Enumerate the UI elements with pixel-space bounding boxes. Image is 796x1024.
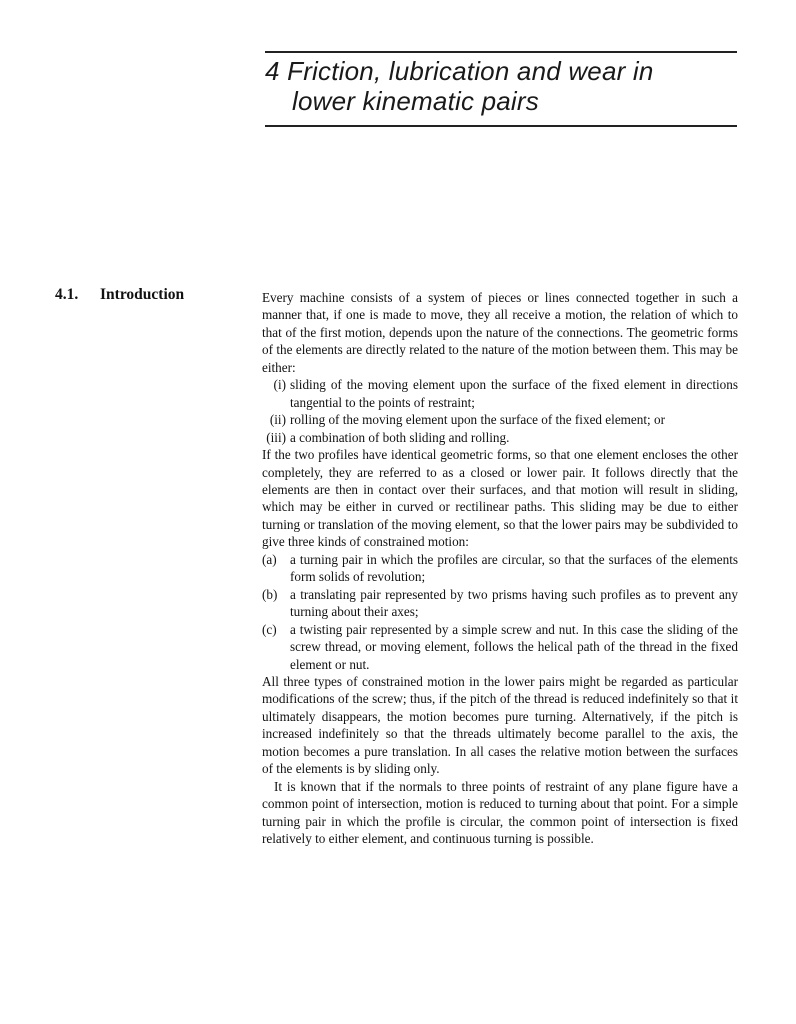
list-item	[262, 621, 738, 673]
chapter-number: 4	[265, 56, 280, 86]
list-item	[262, 429, 738, 446]
list-marker: (c)	[262, 621, 277, 637]
list-item-text: sliding of the moving element upon the surface of the fixed element in directions tangential to the points of restraint;	[290, 377, 738, 410]
list-marker: (ii)	[269, 412, 286, 428]
section-title: Introduction	[100, 286, 185, 303]
chapter-title-line-1: Friction, lubrication and wear in	[287, 56, 654, 86]
list-item	[262, 586, 738, 621]
chapter-rule-bottom	[265, 125, 737, 127]
list-marker: (b)	[262, 586, 278, 602]
chapter-title	[265, 56, 745, 116]
list-item	[262, 551, 738, 586]
body-text	[262, 289, 738, 848]
list-item-text: a combination of both sliding and rolling.	[290, 429, 510, 445]
list-item-text: a turning pair in which the profiles are circular, so that the surfaces of the elements form solids of revolution;	[290, 551, 738, 585]
section-heading	[55, 286, 184, 304]
paragraph-normals: It is known that if the normals to three points of restraint of any plane figure have a common point of intersection, motion is reduced to turning about that point. For a simple turning pair in which the profile is circular, the common point of intersection is fixed relatively to either element, and continuous turning is possible.	[262, 778, 738, 847]
list-item-text: a twisting pair represented by a simple screw and nut. In this case the sliding of the screw thread, or moving element, follows the helical path of the thread in the fixed element or nut.	[290, 621, 738, 672]
list-item	[262, 411, 738, 428]
list-item	[262, 376, 738, 411]
paragraph-screw: All three types of constrained motion in the lower pairs might be regarded as particular modifications of the screw; thus, if the pitch of the thread is reduced indefinitely so that it ultimately disappears, the motion becomes pure turning. Alternatively, if the pitch is increased indefinitely so that the threads ultimately become parallel to the axis, the motion becomes a pure translation. In all cases the relative motion between the surfaces of the elements is by sliding only.	[262, 673, 738, 777]
section-number: 4.1.	[55, 286, 79, 303]
list-marker: (iii)	[266, 429, 286, 445]
list-marker: (a)	[262, 551, 277, 567]
paragraph-intro: Every machine consists of a system of pieces or lines connected together in such a manner that, if one is made to move, they all receive a motion, the relation of which to that of the first motion, depends upon the nature of the connections. The geometric forms of the elements are directly related to the nature of the motion between them. This may be either:	[262, 290, 738, 375]
paragraph-lower-pairs: If the two profiles have identical geometric forms, so that one element encloses the other completely, they are referred to as a closed or lower pair. It follows directly that the elements are then in contact over their surfaces, and that motion will result in sliding, which may be either in curved or rectilinear paths. This sliding may be due to either turning or translation of the moving element, so that the lower pairs may be subdivided to give three kinds of constrained motion:	[262, 447, 738, 550]
list-item-text: a translating pair represented by two prisms having such profiles as to prevent any turning about their axes;	[290, 586, 738, 620]
chapter-title-line-2: lower kinematic pairs	[292, 86, 539, 116]
list-marker: (i)	[273, 377, 286, 393]
chapter-rule-top	[265, 51, 737, 53]
list-item-text: rolling of the moving element upon the surface of the fixed element; or	[290, 412, 665, 428]
